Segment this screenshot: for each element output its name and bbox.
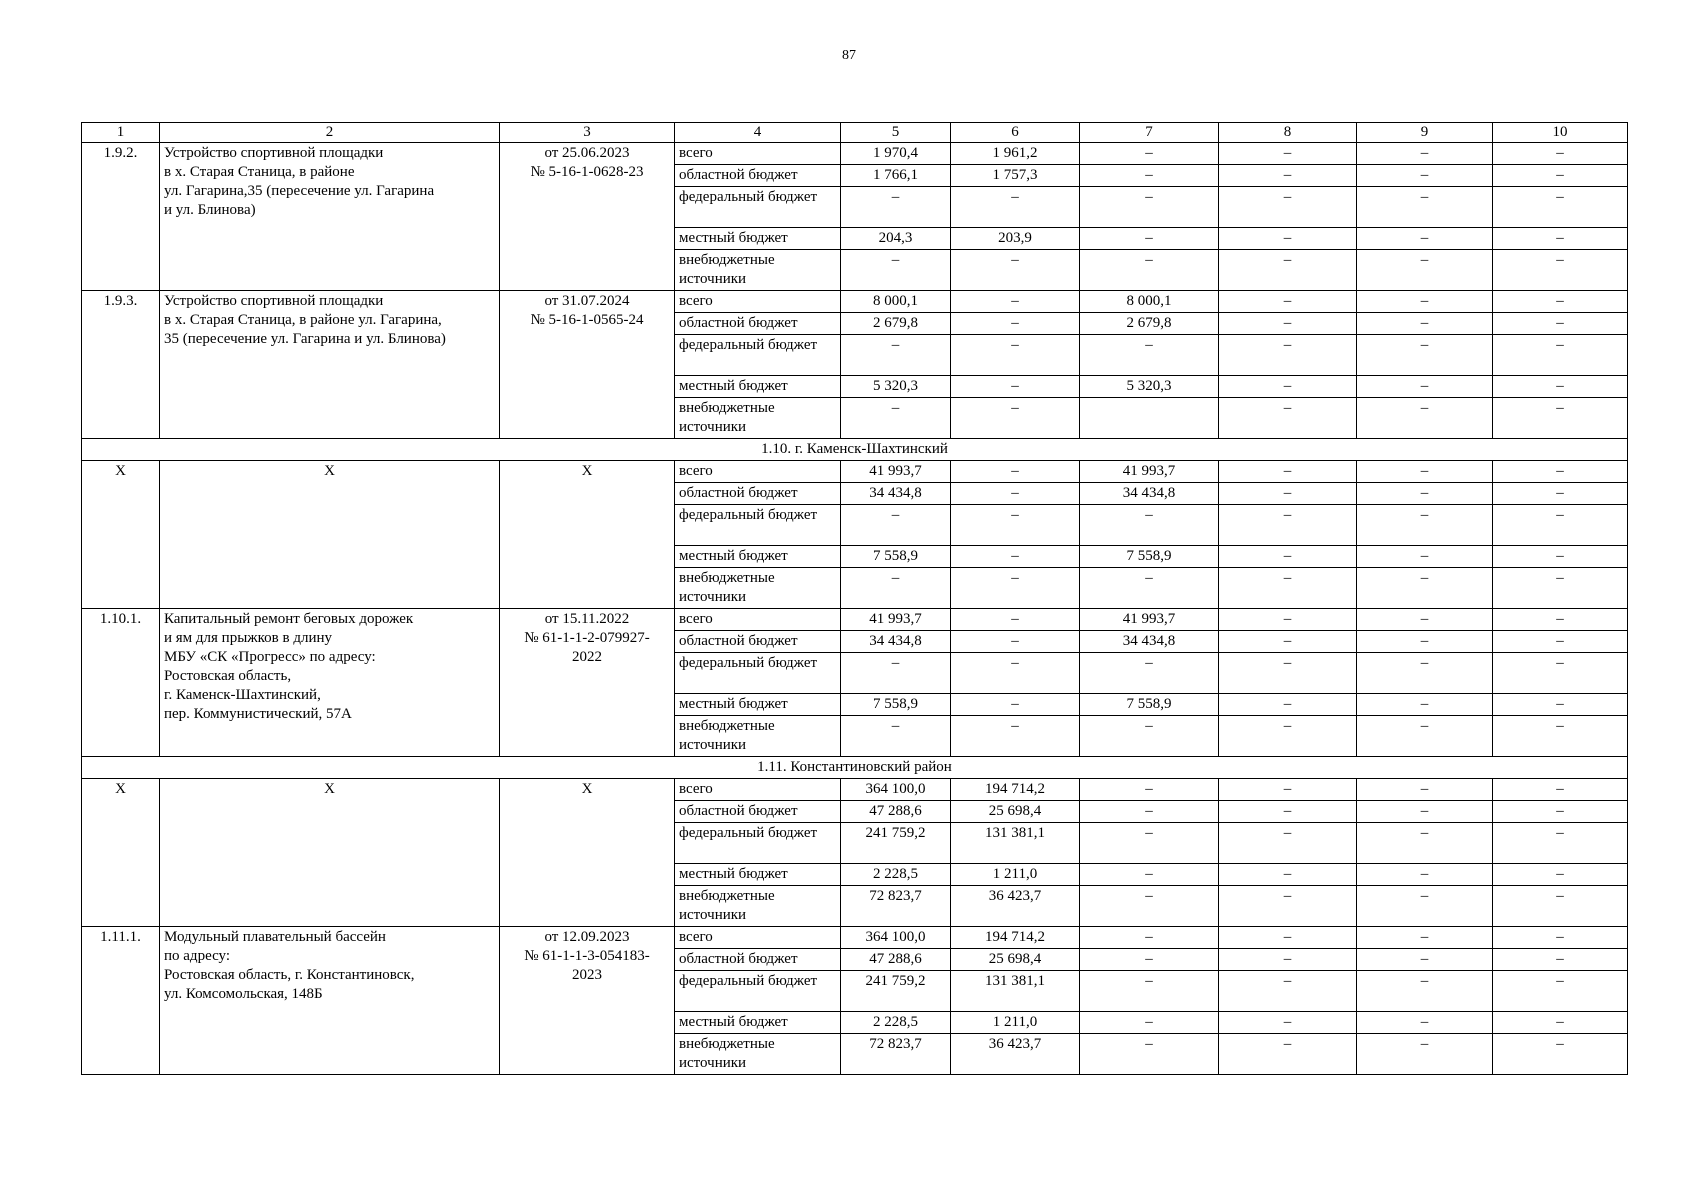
amount-cell: – (841, 568, 951, 609)
amount-cell: 204,3 (841, 228, 951, 250)
amount-cell: – (1219, 1012, 1357, 1034)
amount-cell: – (1493, 376, 1628, 398)
item-name (160, 143, 500, 291)
amount-cell: – (1219, 716, 1357, 757)
table-row (82, 291, 1628, 313)
amount-cell: 47 288,6 (841, 949, 951, 971)
amount-cell: – (1357, 461, 1493, 483)
amount-cell: – (1219, 779, 1357, 801)
amount-cell: – (951, 483, 1080, 505)
amount-cell: – (841, 187, 951, 228)
amount-cell: – (1357, 779, 1493, 801)
column-number-cell: 9 (1357, 123, 1493, 143)
amount-cell: – (1357, 165, 1493, 187)
funding-source: внебюджетные источники (675, 1034, 841, 1075)
amount-cell: – (1357, 250, 1493, 291)
amount-cell: 8 000,1 (841, 291, 951, 313)
column-number-row (82, 123, 1628, 143)
amount-cell: – (1080, 864, 1219, 886)
funding-source: внебюджетные источники (675, 398, 841, 439)
amount-cell: – (951, 716, 1080, 757)
amount-cell: – (951, 376, 1080, 398)
section-row (82, 439, 1628, 461)
amount-cell: – (1493, 165, 1628, 187)
item-name (160, 291, 500, 439)
amount-cell: – (1493, 631, 1628, 653)
amount-cell: – (1080, 653, 1219, 694)
column-number-cell: 10 (1493, 123, 1628, 143)
amount-cell: – (1219, 376, 1357, 398)
amount-cell: – (1219, 143, 1357, 165)
amount-cell: – (841, 250, 951, 291)
amount-cell: – (1493, 313, 1628, 335)
item-name-line: по адресу: (164, 948, 231, 964)
item-name-line: в х. Старая Станица, в районе ул. Гагарина, (164, 312, 442, 328)
item-name (160, 609, 500, 757)
document-line: № 5-16-1-0565-24 (530, 312, 644, 328)
item-name-line: Модульный плавательный бассейн (164, 929, 386, 945)
amount-cell: – (951, 250, 1080, 291)
amount-cell: – (1357, 568, 1493, 609)
funding-source: областной бюджет (675, 801, 841, 823)
amount-cell: – (1219, 886, 1357, 927)
amount-cell: – (951, 335, 1080, 376)
document-reference (500, 927, 675, 1075)
item-name-line: Устройство спортивной площадки (164, 293, 384, 309)
amount-cell: 364 100,0 (841, 779, 951, 801)
amount-cell: – (1493, 1034, 1628, 1075)
column-number-cell: 6 (951, 123, 1080, 143)
amount-cell: – (1493, 250, 1628, 291)
section-title: 1.11. Константиновский район (82, 757, 1628, 779)
amount-cell: – (1080, 716, 1219, 757)
amount-cell: – (1493, 823, 1628, 864)
amount-cell: – (1493, 694, 1628, 716)
amount-cell: – (1219, 927, 1357, 949)
section-title: 1.10. г. Каменск-Шахтинский (82, 439, 1628, 461)
document-reference (500, 143, 675, 291)
amount-cell: – (951, 568, 1080, 609)
amount-cell: 2 679,8 (841, 313, 951, 335)
amount-cell: – (951, 461, 1080, 483)
document-line: от 12.09.2023 (544, 929, 630, 945)
amount-cell: – (1080, 1034, 1219, 1075)
amount-cell: – (1219, 653, 1357, 694)
amount-cell: – (1219, 864, 1357, 886)
amount-cell: – (1493, 716, 1628, 757)
amount-cell: 41 993,7 (1080, 609, 1219, 631)
column-number-cell: 4 (675, 123, 841, 143)
document-reference (500, 779, 675, 927)
amount-cell: 36 423,7 (951, 886, 1080, 927)
amount-cell: – (951, 505, 1080, 546)
amount-cell: – (1080, 927, 1219, 949)
amount-cell: – (841, 505, 951, 546)
amount-cell: – (1493, 653, 1628, 694)
funding-source: местный бюджет (675, 546, 841, 568)
amount-cell: – (1493, 927, 1628, 949)
document-reference (500, 609, 675, 757)
amount-cell: – (1080, 949, 1219, 971)
funding-source: федеральный бюджет (675, 653, 841, 694)
amount-cell: 2 228,5 (841, 1012, 951, 1034)
amount-cell: – (951, 398, 1080, 439)
amount-cell: – (1357, 546, 1493, 568)
amount-cell: – (1357, 971, 1493, 1012)
amount-cell: – (1080, 143, 1219, 165)
amount-cell: – (1080, 801, 1219, 823)
item-name (160, 461, 500, 609)
amount-cell: – (1080, 971, 1219, 1012)
amount-cell: – (1080, 228, 1219, 250)
amount-cell: 1 757,3 (951, 165, 1080, 187)
amount-cell: 34 434,8 (1080, 483, 1219, 505)
amount-cell: – (1219, 694, 1357, 716)
amount-cell: 47 288,6 (841, 801, 951, 823)
amount-cell: – (1493, 801, 1628, 823)
item-name-line: Ростовская область, (164, 668, 292, 684)
amount-cell: – (1219, 291, 1357, 313)
amount-cell: 194 714,2 (951, 927, 1080, 949)
amount-cell: – (1080, 335, 1219, 376)
item-name-line: пер. Коммунистический, 57А (164, 706, 352, 722)
item-number: 1.9.2. (82, 143, 160, 291)
amount-cell: – (1493, 291, 1628, 313)
document-line: Х (581, 781, 593, 797)
amount-cell: – (1493, 187, 1628, 228)
item-name-line: 35 (пересечение ул. Гагарина и ул. Блинова) (164, 331, 446, 347)
amount-cell: 34 434,8 (1080, 631, 1219, 653)
amount-cell: – (1357, 505, 1493, 546)
amount-cell: 5 320,3 (1080, 376, 1219, 398)
amount-cell: – (1219, 187, 1357, 228)
funding-source: областной бюджет (675, 165, 841, 187)
amount-cell: – (1493, 483, 1628, 505)
amount-cell: – (951, 609, 1080, 631)
item-name-line: и ям для прыжков в длину (164, 630, 333, 646)
amount-cell: – (1493, 228, 1628, 250)
item-name-line: ул. Комсомольская, 148Б (164, 986, 323, 1002)
amount-cell: – (1357, 864, 1493, 886)
amount-cell: – (1080, 165, 1219, 187)
amount-cell: 2 228,5 (841, 864, 951, 886)
amount-cell: – (1493, 971, 1628, 1012)
item-name-line: в х. Старая Станица, в районе (164, 164, 355, 180)
amount-cell: 241 759,2 (841, 823, 951, 864)
item-number: Х (82, 779, 160, 927)
document-reference (500, 291, 675, 439)
amount-cell: 8 000,1 (1080, 291, 1219, 313)
amount-cell: – (1357, 631, 1493, 653)
amount-cell: – (1080, 505, 1219, 546)
funding-source: всего (675, 779, 841, 801)
amount-cell: – (1357, 801, 1493, 823)
amount-cell: – (1219, 801, 1357, 823)
amount-cell: – (1219, 1034, 1357, 1075)
funding-source: всего (675, 461, 841, 483)
amount-cell: 7 558,9 (1080, 546, 1219, 568)
table-row (82, 779, 1628, 801)
item-name-line: и ул. Блинова) (164, 202, 256, 218)
amount-cell: 2 679,8 (1080, 313, 1219, 335)
item-name-line: Ростовская область, г. Константиновск, (164, 967, 415, 983)
amount-cell: 25 698,4 (951, 801, 1080, 823)
amount-cell: 131 381,1 (951, 971, 1080, 1012)
amount-cell: – (1219, 631, 1357, 653)
amount-cell: – (951, 313, 1080, 335)
column-number-cell: 7 (1080, 123, 1219, 143)
amount-cell: 364 100,0 (841, 927, 951, 949)
amount-cell: – (1357, 376, 1493, 398)
amount-cell: – (1493, 864, 1628, 886)
document-line: Х (581, 463, 593, 479)
column-number-cell: 2 (160, 123, 500, 143)
document-line: 2023 (572, 967, 602, 983)
amount-cell: – (1219, 609, 1357, 631)
funding-source: внебюджетные источники (675, 716, 841, 757)
amount-cell: – (1493, 546, 1628, 568)
document-line: № 61-1-1-2-079927- (524, 630, 650, 646)
amount-cell: – (1080, 1012, 1219, 1034)
table-row (82, 609, 1628, 631)
amount-cell: 36 423,7 (951, 1034, 1080, 1075)
amount-cell: – (841, 398, 951, 439)
amount-cell: – (841, 653, 951, 694)
amount-cell: – (1219, 971, 1357, 1012)
funding-source: местный бюджет (675, 864, 841, 886)
funding-source: всего (675, 143, 841, 165)
amount-cell: – (1357, 609, 1493, 631)
amount-cell: – (841, 335, 951, 376)
amount-cell: – (1493, 568, 1628, 609)
amount-cell: 1 970,4 (841, 143, 951, 165)
amount-cell: – (1219, 546, 1357, 568)
amount-cell: – (1493, 949, 1628, 971)
document-line: 2022 (572, 649, 602, 665)
amount-cell: – (1493, 461, 1628, 483)
funding-source: федеральный бюджет (675, 187, 841, 228)
amount-cell: – (1219, 949, 1357, 971)
table-row (82, 461, 1628, 483)
amount-cell: 241 759,2 (841, 971, 951, 1012)
funding-source: федеральный бюджет (675, 505, 841, 546)
amount-cell: – (1080, 250, 1219, 291)
amount-cell: – (1219, 461, 1357, 483)
amount-cell: – (1357, 886, 1493, 927)
item-name (160, 927, 500, 1075)
item-number: 1.9.3. (82, 291, 160, 439)
funding-table (81, 122, 1628, 1075)
funding-source: местный бюджет (675, 1012, 841, 1034)
amount-cell: – (951, 546, 1080, 568)
document-line: от 25.06.2023 (544, 145, 630, 161)
amount-cell: – (1493, 335, 1628, 376)
amount-cell: 34 434,8 (841, 631, 951, 653)
amount-cell: 41 993,7 (1080, 461, 1219, 483)
amount-cell: – (1219, 823, 1357, 864)
item-name (160, 779, 500, 927)
amount-cell: – (951, 653, 1080, 694)
amount-cell: 72 823,7 (841, 886, 951, 927)
funding-source: местный бюджет (675, 376, 841, 398)
amount-cell: – (1357, 694, 1493, 716)
funding-source: местный бюджет (675, 694, 841, 716)
amount-cell: 1 211,0 (951, 1012, 1080, 1034)
column-number-cell: 1 (82, 123, 160, 143)
amount-cell: – (1080, 568, 1219, 609)
document-line: № 5-16-1-0628-23 (530, 164, 644, 180)
amount-cell: 7 558,9 (841, 546, 951, 568)
amount-cell: – (1357, 1034, 1493, 1075)
item-name-line: Х (324, 463, 335, 479)
amount-cell: – (1493, 398, 1628, 439)
amount-cell: – (951, 187, 1080, 228)
page-number: 87 (842, 48, 856, 63)
amount-cell: – (1357, 927, 1493, 949)
amount-cell: – (1357, 228, 1493, 250)
amount-cell: 7 558,9 (1080, 694, 1219, 716)
amount-cell: 5 320,3 (841, 376, 951, 398)
funding-source: всего (675, 291, 841, 313)
amount-cell: – (1357, 823, 1493, 864)
amount-cell: – (1080, 823, 1219, 864)
funding-source: федеральный бюджет (675, 335, 841, 376)
document-reference (500, 461, 675, 609)
table-row (82, 143, 1628, 165)
amount-cell: – (1357, 398, 1493, 439)
amount-cell: – (1357, 949, 1493, 971)
amount-cell: 194 714,2 (951, 779, 1080, 801)
amount-cell: – (951, 694, 1080, 716)
table-row (82, 927, 1628, 949)
document-line: от 31.07.2024 (544, 293, 630, 309)
item-name-line: Устройство спортивной площадки (164, 145, 384, 161)
amount-cell: – (1357, 187, 1493, 228)
amount-cell: – (1493, 779, 1628, 801)
amount-cell: 7 558,9 (841, 694, 951, 716)
amount-cell: 41 993,7 (841, 461, 951, 483)
item-name-line: МБУ «СК «Прогресс» по адресу: (164, 649, 376, 665)
amount-cell: 25 698,4 (951, 949, 1080, 971)
amount-cell: 1 766,1 (841, 165, 951, 187)
amount-cell: – (1219, 483, 1357, 505)
funding-source: всего (675, 927, 841, 949)
column-number-cell: 8 (1219, 123, 1357, 143)
document-line: № 61-1-1-3-054183- (524, 948, 650, 964)
amount-cell: 203,9 (951, 228, 1080, 250)
document-line: от 15.11.2022 (544, 611, 630, 627)
item-name-line: г. Каменск-Шахтинский, (164, 687, 321, 703)
amount-cell: – (1219, 165, 1357, 187)
amount-cell: – (1357, 291, 1493, 313)
amount-cell: – (1357, 313, 1493, 335)
funding-source: областной бюджет (675, 483, 841, 505)
funding-source: внебюджетные источники (675, 250, 841, 291)
funding-source: местный бюджет (675, 228, 841, 250)
amount-cell: – (1357, 335, 1493, 376)
amount-cell: – (1219, 228, 1357, 250)
amount-cell (1080, 398, 1219, 439)
amount-cell: – (1219, 335, 1357, 376)
amount-cell: – (1357, 143, 1493, 165)
column-number-cell: 3 (500, 123, 675, 143)
amount-cell: – (1493, 143, 1628, 165)
amount-cell: – (1357, 653, 1493, 694)
amount-cell: – (1493, 609, 1628, 631)
amount-cell: 1 211,0 (951, 864, 1080, 886)
amount-cell: – (1080, 886, 1219, 927)
item-number: Х (82, 461, 160, 609)
amount-cell: – (1493, 505, 1628, 546)
funding-source: внебюджетные источники (675, 568, 841, 609)
amount-cell: – (1357, 483, 1493, 505)
amount-cell: – (1493, 1012, 1628, 1034)
amount-cell: 41 993,7 (841, 609, 951, 631)
amount-cell: – (1357, 716, 1493, 757)
amount-cell: 34 434,8 (841, 483, 951, 505)
amount-cell: – (1219, 250, 1357, 291)
funding-source: областной бюджет (675, 949, 841, 971)
amount-cell: – (1080, 187, 1219, 228)
amount-cell: – (951, 631, 1080, 653)
amount-cell: 1 961,2 (951, 143, 1080, 165)
amount-cell: – (1219, 505, 1357, 546)
amount-cell: 131 381,1 (951, 823, 1080, 864)
item-number: 1.10.1. (82, 609, 160, 757)
item-name-line: Капитальный ремонт беговых дорожек (164, 611, 414, 627)
amount-cell: – (1357, 1012, 1493, 1034)
amount-cell: – (1493, 886, 1628, 927)
amount-cell: – (1080, 779, 1219, 801)
item-name-line: ул. Гагарина,35 (пересечение ул. Гагарина (164, 183, 435, 199)
funding-source: областной бюджет (675, 313, 841, 335)
amount-cell: – (1219, 313, 1357, 335)
item-number: 1.11.1. (82, 927, 160, 1075)
amount-cell: – (951, 291, 1080, 313)
column-number-cell: 5 (841, 123, 951, 143)
funding-source: областной бюджет (675, 631, 841, 653)
funding-source: федеральный бюджет (675, 971, 841, 1012)
amount-cell: – (841, 716, 951, 757)
section-row (82, 757, 1628, 779)
funding-source: федеральный бюджет (675, 823, 841, 864)
amount-cell: 72 823,7 (841, 1034, 951, 1075)
funding-source: внебюджетные источники (675, 886, 841, 927)
item-name-line: Х (324, 781, 335, 797)
funding-source: всего (675, 609, 841, 631)
amount-cell: – (1219, 398, 1357, 439)
amount-cell: – (1219, 568, 1357, 609)
